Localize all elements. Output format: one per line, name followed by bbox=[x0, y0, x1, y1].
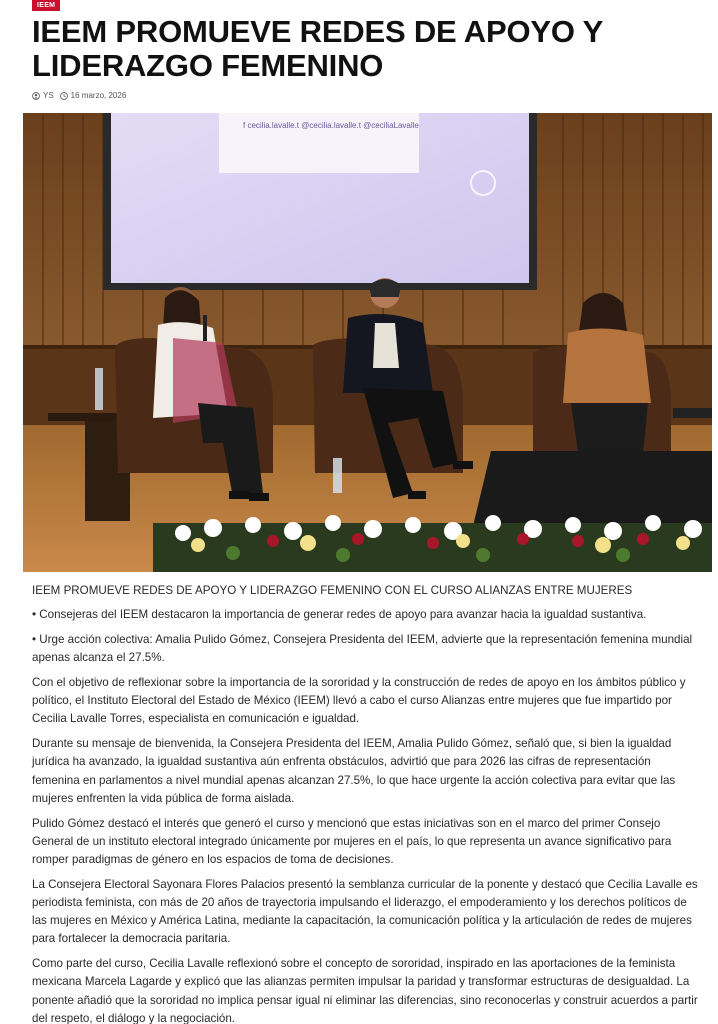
post-meta bbox=[32, 91, 126, 100]
author-name[interactable]: YS bbox=[43, 91, 54, 100]
paragraph: Con el objetivo de reflexionar sobre la importancia de la sororidad y la construcción de redes de apoyo en los ámbitos público y político, el Instituto Electoral del Estado de México (IEEM) llevó a cabo el curso Alianzas entre mujeres que fue impartido por Cecilia Lavalle Torres, especialista en comunicación e igualdad. bbox=[32, 676, 686, 726]
paragraph: Como parte del curso, Cecilia Lavalle reflexionó sobre el concepto de sororidad, inspirado en las aportaciones de la feminista mexicana Marcela Lagarde y explicó que las alianzas permiten impulsar la paridad y transformar estructuras de desigualdad. La ponente añadió que la sororidad no implica pensar igual ni eliminar las diferencias, sino reconocerlas y construir acuerdos a partir del respeto, el diálogo y la negociación. bbox=[32, 957, 698, 1024]
post-date: 16 marzo, 2026 bbox=[70, 91, 127, 100]
paragraph: Durante su mensaje de bienvenida, la Consejera Presidenta del IEEM, Amalia Pulido Gómez, señaló que, si bien la igualdad jurídica ha avanzado, la igualdad sustantiva aún enfrenta obstáculos, advirtió que para 2026 las cifras de representación femenina en parlamentos a nivel mundial apenas alcanzan 27.5%, lo que hace urgente la acción colectiva para evitar que las mujeres enfrenten la vida pública de forma aislada. bbox=[32, 737, 676, 805]
article-lead: IEEM PROMUEVE REDES DE APOYO Y LIDERAZGO FEMENINO CON EL CURSO ALIANZAS ENTRE MUJERES bbox=[32, 584, 633, 597]
article-body bbox=[32, 582, 700, 1024]
clock-icon bbox=[60, 92, 68, 100]
user-icon bbox=[32, 92, 40, 100]
paragraph: La Consejera Electoral Sayonara Flores Palacios presentó la semblanza curricular de la ponente y destacó que Cecilia Lavalle es periodista feminista, con más de 20 años de trayectoria impulsando el liderazgo, el empoderamiento y los derechos políticos de las mujeres en México y América Latina, mediante la capacitación, la comunicación política y la articulación de redes de mujeres para fortalecer la democracia paritaria. bbox=[32, 877, 698, 946]
featured-photo bbox=[23, 113, 712, 572]
bullet-point: • Consejeras del IEEM destacaron la importancia de generar redes de apoyo para avanzar hacia la igualdad sustantiva. bbox=[32, 608, 647, 622]
paragraph: Pulido Gómez destacó el interés que generó el curso y mencionó que estas iniciativas son en el marco del primer Consejo General de un instituto electoral integrado únicamente por mujeres en el país, lo que representa un avance significativo para romper paradigmas de género en los espacios de toma de decisiones. bbox=[32, 816, 672, 867]
page-title: IEEM PROMUEVE REDES DE APOYO Y LIDERAZGO FEMENINO bbox=[32, 14, 603, 83]
screen-text: f cecilia.lavalle.t @cecilia.lavalle.t @ceciliaLavalle bbox=[243, 121, 419, 130]
bullet-point: • Urge acción colectiva: Amalia Pulido Gómez, Consejera Presidenta del IEEM, advierte que la representación femenina mundial apenas alcanza el 27.5%. bbox=[32, 633, 693, 665]
category-tag[interactable]: IEEM bbox=[32, 0, 60, 11]
